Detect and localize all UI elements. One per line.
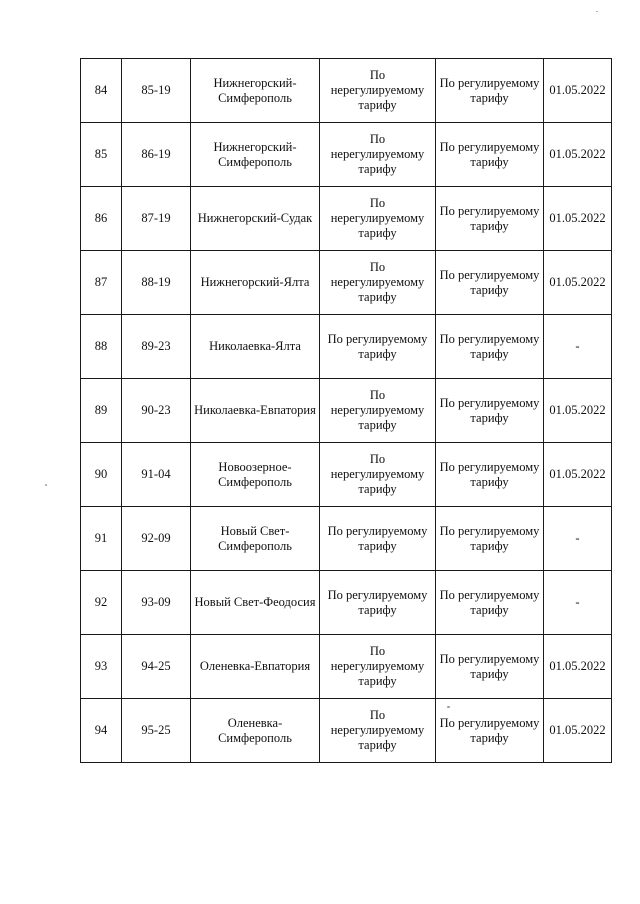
registration-number-cell: 90-23 <box>122 379 191 443</box>
route-name-cell: Новый Свет-Феодосия <box>191 571 320 635</box>
effective-date-cell: - <box>544 315 612 379</box>
row-number-cell: 91 <box>81 507 122 571</box>
row-number-cell: 85 <box>81 123 122 187</box>
table-row <box>81 315 612 379</box>
effective-date-cell: 01.05.2022 <box>544 379 612 443</box>
table-row <box>81 571 612 635</box>
effective-date-cell: 01.05.2022 <box>544 59 612 123</box>
table-row <box>81 187 612 251</box>
route-name-cell: Новоозерное-Симферополь <box>191 443 320 507</box>
registration-number-cell: 88-19 <box>122 251 191 315</box>
tariff-current-cell: По регулируемому тарифу <box>320 571 436 635</box>
registration-number-cell: 87-19 <box>122 187 191 251</box>
registration-number-cell: 85-19 <box>122 59 191 123</box>
row-number-cell: 90 <box>81 443 122 507</box>
tariff-new-cell: По регулируемому тарифу <box>436 251 544 315</box>
registration-number-cell: 89-23 <box>122 315 191 379</box>
tariff-current-cell: По нерегулируемому тарифу <box>320 699 436 763</box>
row-number-cell: 88 <box>81 315 122 379</box>
effective-date-cell: - <box>544 571 612 635</box>
tariff-current-cell: По нерегулируемому тарифу <box>320 379 436 443</box>
tariff-new-cell: По регулируемому тарифу <box>436 699 544 763</box>
route-name-cell: Оленевка-Симферополь <box>191 699 320 763</box>
row-number-cell: 87 <box>81 251 122 315</box>
route-name-cell: Оленевка-Евпатория <box>191 635 320 699</box>
tariff-new-cell: По регулируемому тарифу <box>436 571 544 635</box>
row-number-cell: 89 <box>81 379 122 443</box>
registration-number-cell: 93-09 <box>122 571 191 635</box>
effective-date-cell: 01.05.2022 <box>544 699 612 763</box>
effective-date-cell: - <box>544 507 612 571</box>
row-number-cell: 93 <box>81 635 122 699</box>
route-name-cell: Нижнегорский-Ялта <box>191 251 320 315</box>
table-row <box>81 699 612 763</box>
registration-number-cell: 91-04 <box>122 443 191 507</box>
route-name-cell: Нижнегорский-Симферополь <box>191 123 320 187</box>
route-name-cell: Новый Свет-Симферополь <box>191 507 320 571</box>
registration-number-cell: 92-09 <box>122 507 191 571</box>
registration-number-cell: 94-25 <box>122 635 191 699</box>
table-row <box>81 635 612 699</box>
registration-number-cell: 95-25 <box>122 699 191 763</box>
row-number-cell: 94 <box>81 699 122 763</box>
tariff-current-cell: По нерегулируемому тарифу <box>320 59 436 123</box>
effective-date-cell: 01.05.2022 <box>544 635 612 699</box>
tariff-current-cell: По регулируемому тарифу <box>320 315 436 379</box>
route-name-cell: Николаевка-Евпатория <box>191 379 320 443</box>
tariff-new-cell: По регулируемому тарифу <box>436 507 544 571</box>
scan-speck <box>596 11 598 12</box>
effective-date-cell: 01.05.2022 <box>544 443 612 507</box>
table-row <box>81 443 612 507</box>
tariff-new-cell: По регулируемому тарифу <box>436 379 544 443</box>
row-number-cell: 92 <box>81 571 122 635</box>
tariff-current-cell: По нерегулируемому тарифу <box>320 123 436 187</box>
tariff-current-cell: По нерегулируемому тарифу <box>320 251 436 315</box>
table-row <box>81 507 612 571</box>
table-row <box>81 123 612 187</box>
effective-date-cell: 01.05.2022 <box>544 251 612 315</box>
row-number-cell: 84 <box>81 59 122 123</box>
tariff-current-cell: По нерегулируемому тарифу <box>320 635 436 699</box>
tariff-current-cell: По нерегулируемому тарифу <box>320 443 436 507</box>
tariff-current-cell: По регулируемому тарифу <box>320 507 436 571</box>
tariff-new-cell: По регулируемому тарифу <box>436 59 544 123</box>
route-name-cell: Николаевка-Ялта <box>191 315 320 379</box>
route-name-cell: Нижнегорский-Судак <box>191 187 320 251</box>
tariff-new-cell: По регулируемому тарифу <box>436 635 544 699</box>
effective-date-cell: 01.05.2022 <box>544 123 612 187</box>
registration-number-cell: 86-19 <box>122 123 191 187</box>
tariff-new-cell: По регулируемому тарифу <box>436 187 544 251</box>
row-number-cell: 86 <box>81 187 122 251</box>
tariff-new-cell: По регулируемому тарифу <box>436 123 544 187</box>
routes-table-body <box>81 59 612 763</box>
routes-table <box>80 58 612 763</box>
table-row <box>81 379 612 443</box>
scan-speck <box>45 484 47 486</box>
table-row <box>81 59 612 123</box>
tariff-new-cell: По регулируемому тарифу <box>436 315 544 379</box>
tariff-current-cell: По нерегулируемому тарифу <box>320 187 436 251</box>
table-row <box>81 251 612 315</box>
route-name-cell: Нижнегорский-Симферополь <box>191 59 320 123</box>
tariff-new-cell: По регулируемому тарифу <box>436 443 544 507</box>
effective-date-cell: 01.05.2022 <box>544 187 612 251</box>
